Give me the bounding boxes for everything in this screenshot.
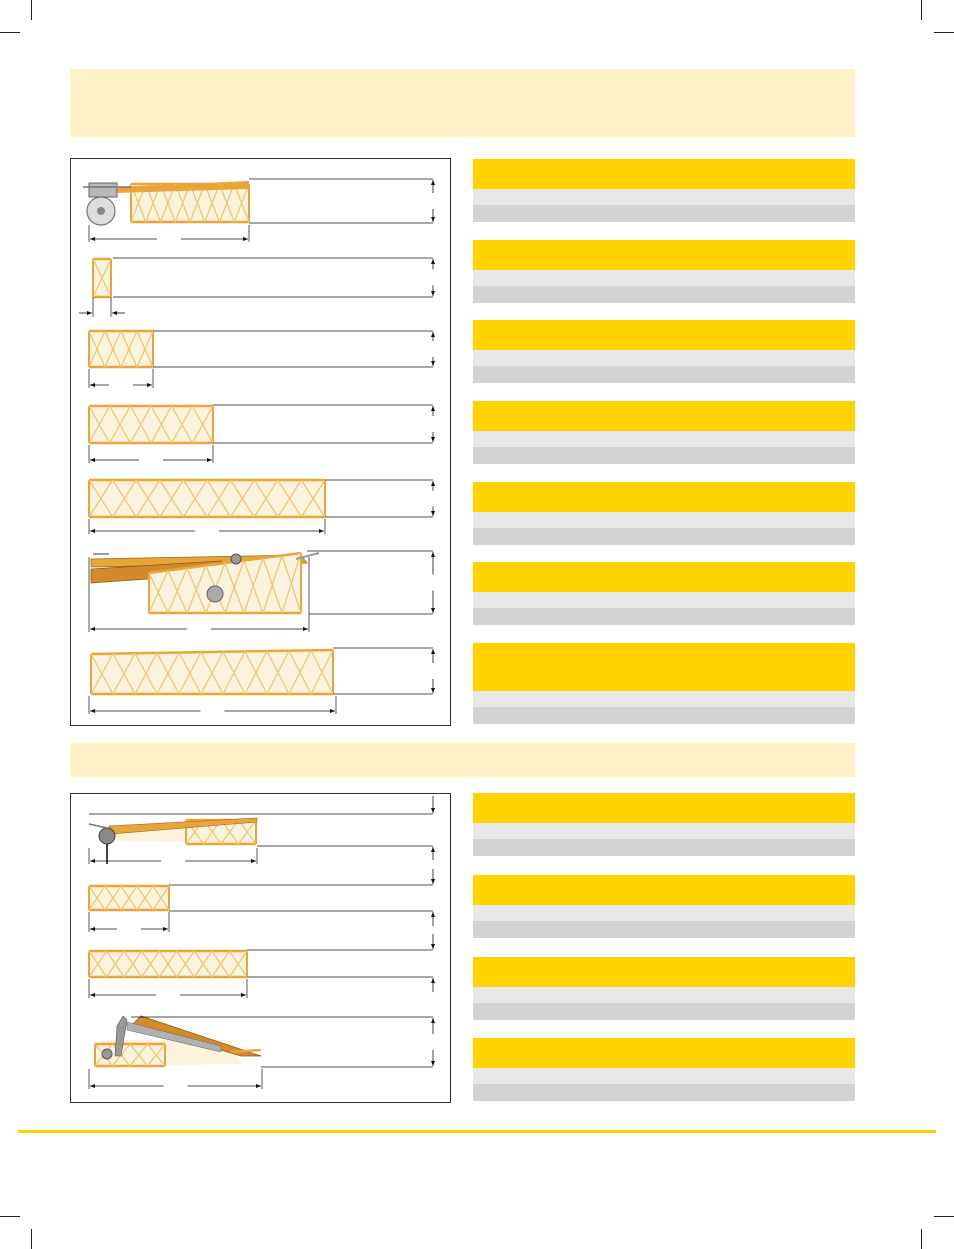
spec-table-row — [473, 905, 855, 921]
dimension-arrow — [431, 361, 435, 366]
dimension-arrow — [147, 383, 152, 387]
spec-table-header — [473, 159, 855, 189]
boom-components-drawing — [70, 158, 451, 726]
crop-mark — [921, 0, 922, 20]
dimension-arrow — [90, 627, 95, 631]
truss-fill — [89, 331, 153, 367]
spec-table-header — [473, 320, 855, 350]
truss-section — [93, 259, 111, 297]
dimension-arrow — [431, 291, 435, 296]
dimension-arrow — [431, 978, 435, 983]
crop-mark — [31, 0, 32, 20]
spec-table-row — [473, 691, 855, 707]
jib-top-sheave — [102, 1049, 112, 1059]
crop-mark — [934, 1216, 954, 1217]
crop-mark — [921, 1229, 922, 1249]
spec-table-row — [473, 512, 855, 528]
dimension-arrow — [431, 180, 435, 185]
spec-table — [473, 159, 855, 222]
spec-table — [473, 240, 855, 303]
dimension-arrow — [90, 859, 95, 863]
truss-section — [89, 951, 247, 977]
dimension-arrow — [90, 993, 95, 997]
spec-table-row — [473, 987, 855, 1003]
dimension-arrow — [207, 458, 212, 462]
spec-table — [473, 401, 855, 464]
spec-table-row — [473, 205, 855, 222]
dimension-arrow — [112, 311, 117, 315]
spec-table-header — [473, 875, 855, 905]
dimension-arrow — [241, 993, 246, 997]
spec-table-row — [473, 447, 855, 464]
jib-components-drawing — [70, 793, 451, 1103]
spec-table-row — [473, 270, 855, 286]
dimension-arrow — [90, 927, 95, 931]
truss-section — [89, 886, 169, 910]
dimension-arrow — [431, 944, 435, 949]
spec-table-row — [473, 528, 855, 545]
spec-table-row — [473, 921, 855, 938]
spec-table-row — [473, 707, 855, 724]
truss-section — [91, 650, 333, 694]
spec-table-header — [473, 401, 855, 431]
dimension-arrow — [256, 1084, 261, 1088]
section-title-band-upper — [70, 69, 855, 137]
dimension-arrow — [243, 237, 248, 241]
dimension-arrow — [90, 709, 95, 713]
dimension-arrow — [431, 1061, 435, 1066]
winch-frame — [89, 183, 117, 197]
dimension-arrow — [431, 406, 435, 411]
spec-table-row — [473, 1003, 855, 1020]
crop-mark — [0, 32, 20, 33]
spec-table-header — [473, 643, 855, 691]
crop-mark — [934, 32, 954, 33]
spec-table-row — [473, 608, 855, 625]
section-title-band-lower — [70, 743, 855, 777]
dimension-arrow — [90, 458, 95, 462]
jib-butt-pivot — [99, 828, 115, 844]
dimension-arrow — [431, 608, 435, 613]
spec-table-header — [473, 562, 855, 592]
dimension-arrow — [431, 332, 435, 337]
dimension-arrow — [431, 847, 435, 852]
spec-table-row — [473, 823, 855, 839]
spec-table-row — [473, 839, 855, 856]
spec-table-row — [473, 189, 855, 205]
jib-components-svg — [71, 794, 452, 1104]
dimension-arrow — [431, 217, 435, 222]
dimension-arrow — [431, 912, 435, 917]
dimension-arrow — [90, 383, 95, 387]
truss-fill — [89, 406, 213, 443]
spec-table-row — [473, 366, 855, 383]
boom-top-sheave — [207, 586, 223, 602]
dimension-arrow — [431, 511, 435, 516]
dimension-arrow — [303, 627, 308, 631]
spec-table — [473, 643, 855, 724]
boom-top-sheave — [231, 554, 241, 564]
dimension-arrow — [431, 879, 435, 884]
spec-table — [473, 482, 855, 545]
spec-table — [473, 320, 855, 383]
crop-mark — [0, 1216, 20, 1217]
winch-hub — [97, 207, 105, 215]
dimension-arrow — [90, 237, 95, 241]
dimension-arrow — [90, 529, 95, 533]
dimension-arrow — [431, 552, 435, 557]
spec-table — [473, 1038, 855, 1101]
spec-table-header — [473, 482, 855, 512]
dimension-arrow — [431, 649, 435, 654]
spec-table-row — [473, 350, 855, 366]
spec-table — [473, 562, 855, 625]
spec-table-header — [473, 1038, 855, 1068]
spec-table — [473, 793, 855, 856]
spec-table-header — [473, 240, 855, 270]
dimension-arrow — [90, 1084, 95, 1088]
dimension-arrow — [431, 1018, 435, 1023]
footer-rule — [18, 1130, 936, 1133]
dimension-arrow — [431, 259, 435, 264]
spec-table-row — [473, 1068, 855, 1084]
dimension-arrow — [87, 311, 92, 315]
truss-section — [89, 480, 325, 517]
spec-table-row — [473, 1084, 855, 1101]
dimension-arrow — [163, 927, 168, 931]
spec-table-header — [473, 957, 855, 987]
boom-components-svg — [71, 159, 452, 727]
spec-table — [473, 957, 855, 1020]
crop-mark — [31, 1229, 32, 1249]
dimension-arrow — [330, 709, 335, 713]
dimension-arrow — [431, 688, 435, 693]
spec-table-row — [473, 286, 855, 303]
spec-table-row — [473, 592, 855, 608]
spec-table-row — [473, 431, 855, 447]
dimension-arrow — [431, 437, 435, 442]
truss-section — [89, 406, 213, 443]
dimension-arrow — [431, 481, 435, 486]
spec-table — [473, 875, 855, 938]
dimension-arrow — [319, 529, 324, 533]
spec-table-header — [473, 793, 855, 823]
dimension-arrow — [251, 859, 256, 863]
truss-section — [89, 331, 153, 367]
dimension-arrow — [431, 808, 435, 813]
